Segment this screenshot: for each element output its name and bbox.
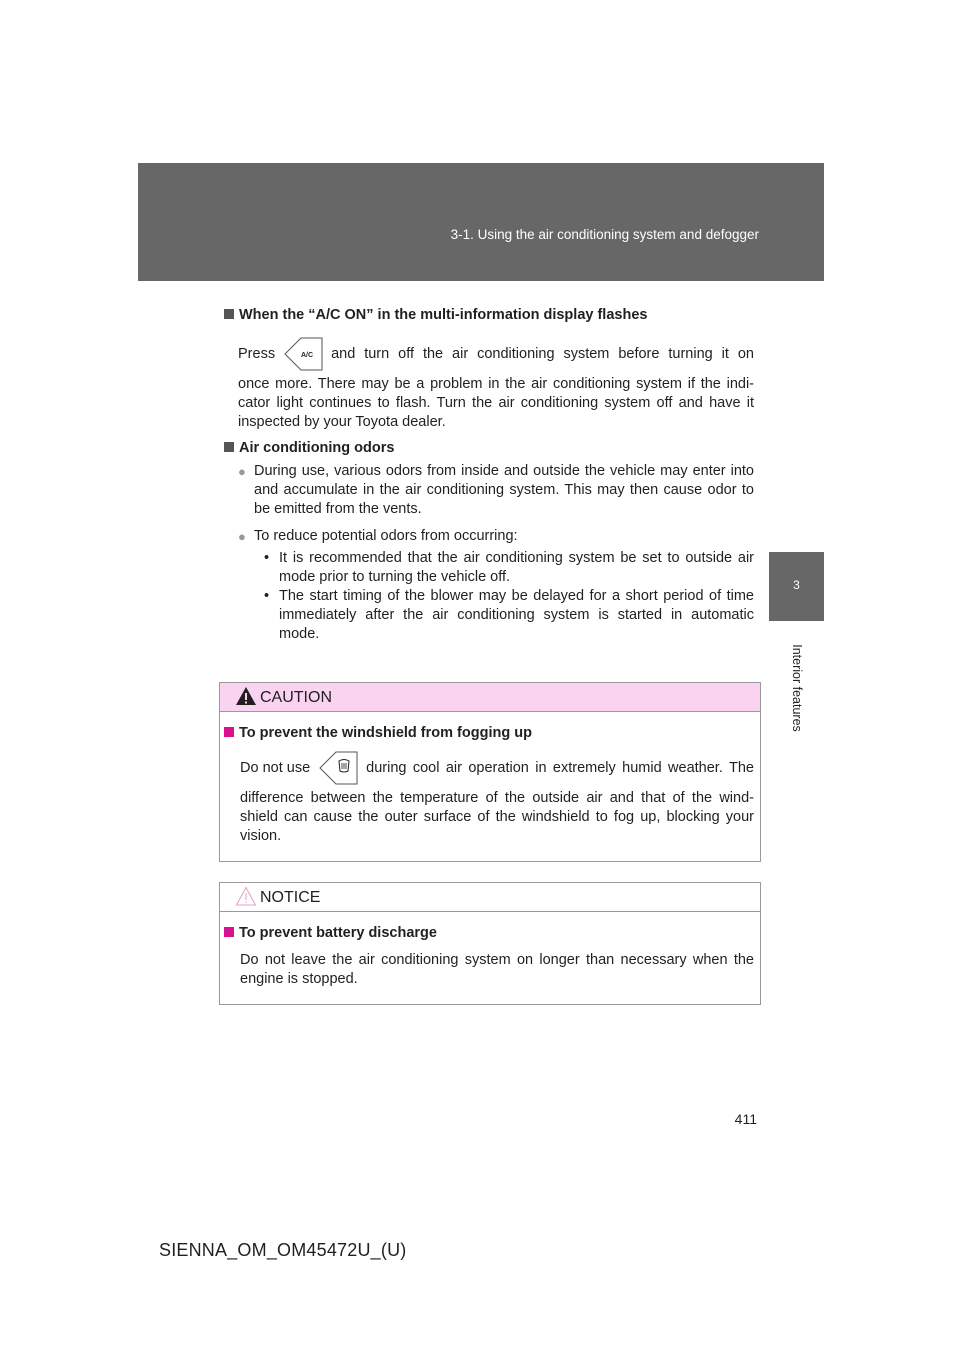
section-heading-text: When the “A/C ON” in the multi-information display flashes xyxy=(239,307,648,323)
defroster-line xyxy=(240,751,754,785)
notice-label: NOTICE xyxy=(260,889,321,906)
chapter-tab xyxy=(769,552,824,621)
ac-button-icon xyxy=(283,337,323,371)
ac-flash-paragraph: once more. There may be a problem in the air conditioning system if the indi- cator light continues to flash. Turn the air conditioning system off and have it inspected by your Toyota dealer. xyxy=(238,376,754,430)
notice-heading-text: To prevent battery discharge xyxy=(239,925,437,941)
bullet-text: During use, various odors from inside and outside the vehicle may enter into and accumulate in the air conditioning system. This may then cause odor to be emitted from the vents. xyxy=(254,463,754,517)
sub-bullet-text: It is recommended that the air conditioning system be set to outside air mode prior to turning the vehicle off. xyxy=(279,550,754,585)
heading-square-icon xyxy=(224,727,234,737)
main-content xyxy=(224,306,754,644)
caution-paragraph: difference between the temperature of the outside air and that of the wind- shield can cause the outer surface of the windshield to fog up, blocking your vision. xyxy=(240,790,754,844)
notice-heading xyxy=(224,924,754,943)
sub-bullet-icon: • xyxy=(264,588,270,604)
notice-paragraph: Do not leave the air conditioning system on longer than necessary when the engine is stopped. xyxy=(240,952,754,987)
list-item xyxy=(264,549,754,587)
list-item xyxy=(264,587,754,644)
bullet-circle-icon: ● xyxy=(238,464,246,479)
notice-body xyxy=(220,912,760,1007)
chapter-label: Interior features xyxy=(790,644,804,732)
chapter-number: 3 xyxy=(793,578,800,592)
heading-square-icon xyxy=(224,309,234,319)
notice-header xyxy=(220,883,760,912)
section-heading-text: Air conditioning odors xyxy=(239,440,395,456)
chapter-header xyxy=(138,163,824,281)
list-item xyxy=(238,527,754,546)
list-item xyxy=(238,462,754,519)
windshield-defroster-icon xyxy=(318,751,358,785)
caution-heading-text: To prevent the windshield from fogging up xyxy=(239,725,532,741)
chapter-title: 3-1. Using the air conditioning system and defogger xyxy=(450,227,759,242)
section-heading-ac-flash xyxy=(224,306,754,325)
notice-box xyxy=(219,882,761,1005)
warning-outline-icon xyxy=(235,886,257,906)
caution-body xyxy=(220,712,760,864)
caution-after-text: during cool air operation in extremely humid weather. The xyxy=(366,759,754,776)
heading-square-icon xyxy=(224,927,234,937)
caution-header xyxy=(220,683,760,712)
warning-triangle-icon xyxy=(235,686,257,706)
caution-box xyxy=(219,682,761,862)
caution-heading xyxy=(224,724,754,743)
caution-label: CAUTION xyxy=(260,689,332,706)
bullet-circle-icon: ● xyxy=(238,529,246,544)
sub-bullet-text: The start timing of the blower may be delayed for a short period of time immediately after the air conditioning system is started in automatic mode. xyxy=(279,588,754,642)
press-ac-line xyxy=(238,337,754,371)
press-label: Press xyxy=(238,345,276,362)
section-heading-odors xyxy=(224,439,754,458)
sub-bullet-icon: • xyxy=(264,550,270,566)
press-after-text: and turn off the air conditioning system before turning it on xyxy=(331,345,754,362)
heading-square-icon xyxy=(224,442,234,452)
document-code: SIENNA_OM_OM45472U_(U) xyxy=(159,1240,407,1260)
page-number: 411 xyxy=(734,1111,757,1127)
caution-before-text: Do not use xyxy=(240,759,311,776)
ac-button-label: A/C xyxy=(301,352,314,359)
bullet-text: To reduce potential odors from occurring: xyxy=(254,528,518,544)
